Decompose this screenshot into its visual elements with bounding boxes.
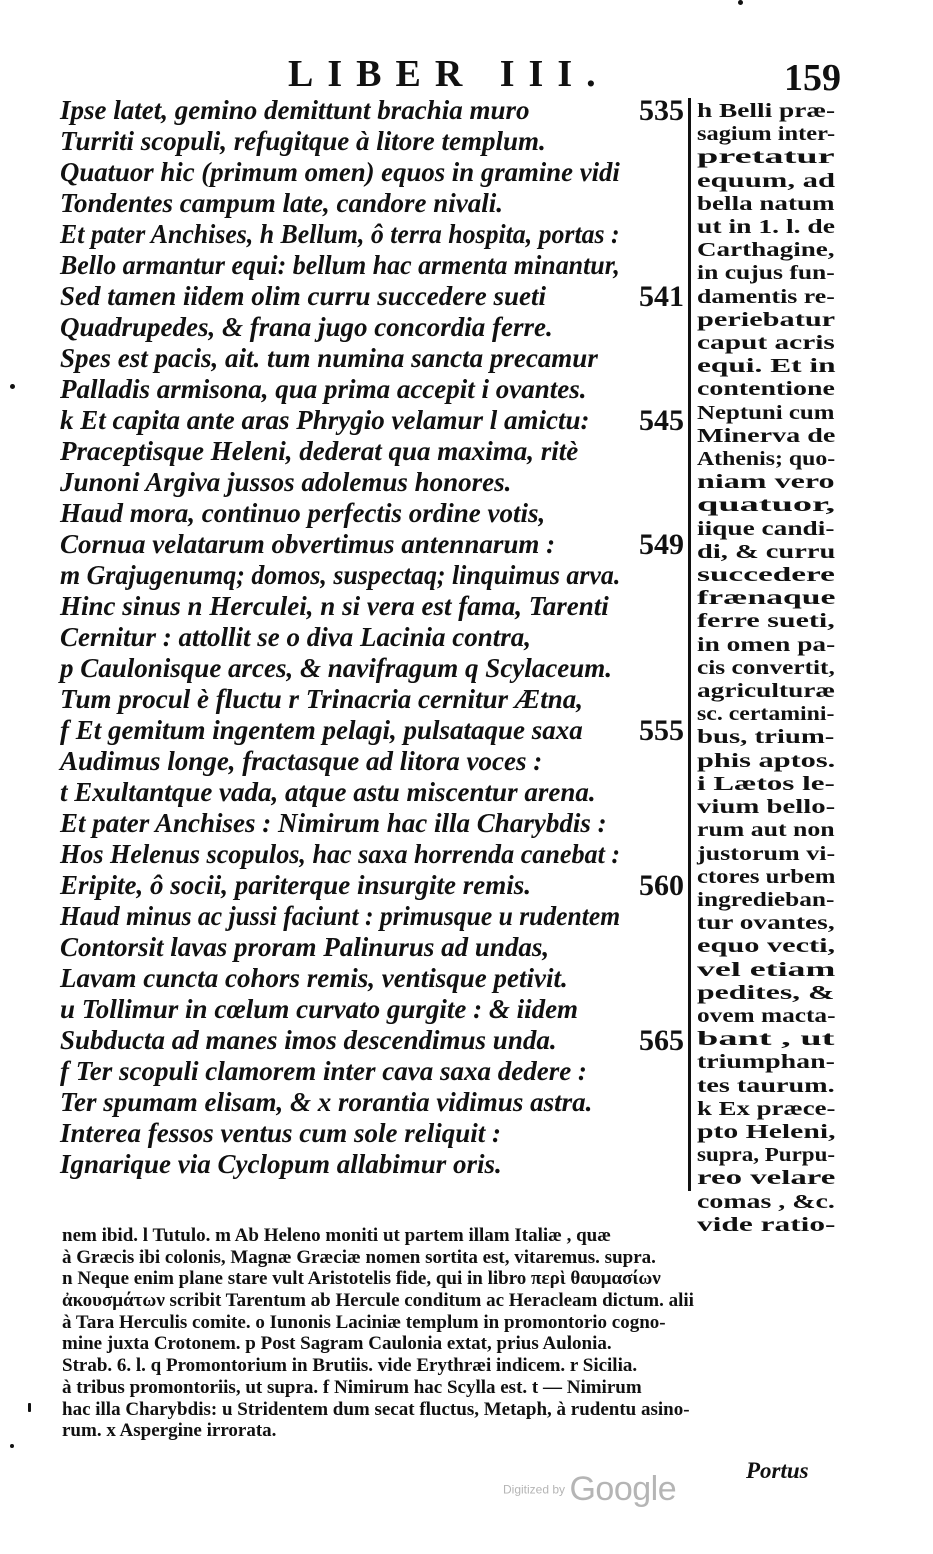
margin-note-line: quatuor, xyxy=(697,494,836,517)
margin-note-line: ut in 1. l. de xyxy=(697,216,836,239)
margin-note-line: bus, trium- xyxy=(697,726,835,749)
margin-note-line: vide ratio- xyxy=(697,1213,836,1236)
verse-text: f Ter scopuli clamorem inter cava saxa dedere : xyxy=(60,1056,587,1086)
margin-note-line: in cujus fun- xyxy=(697,262,835,285)
footnote-line: Strab. 6. l. q Promontorium in Brutiis. vide Erythræi indicem. r Sicilia. xyxy=(62,1355,638,1377)
verse-line xyxy=(60,684,688,715)
footnotes xyxy=(62,1225,830,1442)
google-logo: Google xyxy=(569,1470,677,1508)
verse-line xyxy=(60,994,688,1025)
verse-line xyxy=(60,932,688,963)
verse-text: Tum procul è fluctu r Trinacria cernitur Ætna, xyxy=(60,684,584,714)
verse-text: Tondentes campum late, candore nivali. xyxy=(60,188,504,218)
verse-text: Bello armantur equi: bellum hac armenta minantur, xyxy=(60,250,620,280)
verse-line xyxy=(60,1118,688,1149)
verse-line xyxy=(60,95,688,126)
margin-note-line: ctores urbem xyxy=(697,865,836,888)
verse-line xyxy=(60,560,688,591)
margin-note-line: periebatur xyxy=(697,308,836,331)
margin-note-line: agriculturæ xyxy=(697,680,836,703)
verse-text: Ignarique via Cyclopum allabimur oris. xyxy=(60,1149,502,1179)
verse-text: Spes est pacis, ait. tum numina sancta precamur xyxy=(60,343,598,373)
footnote-line: à Tara Herculis comite. o Iunonis Laciniæ templum in promontorio cogno- xyxy=(62,1311,666,1333)
verse-line xyxy=(60,467,688,498)
page-number: 159 xyxy=(784,57,841,99)
verse-text: p Caulonisque arces, & navifragum q Scylaceum. xyxy=(60,653,613,683)
margin-note-line: tur ovantes, xyxy=(697,912,835,935)
verse-text: Cornua velatarum obvertimus antennarum : xyxy=(60,529,556,559)
verse-text: Haud mora, continuo perfectis ordine votis, xyxy=(60,498,546,528)
verse-text: Contorsit lavas proram Palinurus ad undas, xyxy=(60,932,550,962)
verse-text: Et pater Anchises : Nimirum hac illa Charybdis : xyxy=(60,808,607,838)
line-number: 565 xyxy=(639,1024,684,1057)
verse-line xyxy=(60,498,688,529)
verse-text: Hinc sinus n Herculei, n si vera est fama, Tarenti xyxy=(60,591,609,621)
verse-line xyxy=(60,870,688,901)
verse-line xyxy=(60,1149,688,1180)
margin-note-line: phis aptos. xyxy=(697,749,836,772)
verse-text: Et pater Anchises, h Bellum, ô terra hospita, portas : xyxy=(60,219,620,249)
footnote-line: mine juxta Crotonem. p Post Sagram Caulonia extat, prius Aulonia. xyxy=(62,1333,612,1355)
ink-speck xyxy=(28,1403,31,1412)
running-title: LIBER III. xyxy=(288,53,610,95)
verse-text: Interea fessos ventus cum sole reliquit : xyxy=(60,1118,502,1148)
verse-text: t Exultantque vada, atque astu miscentur arena. xyxy=(60,777,596,807)
margin-note-line: h Belli præ- xyxy=(697,100,836,122)
margin-note-line: bant , ut xyxy=(697,1028,835,1051)
verse-text: Quatuor hic (primum omen) equos in gramine vidi xyxy=(60,157,620,187)
line-number: 535 xyxy=(639,94,684,127)
verse-text: Palladis armisona, qua prima accepit i ovantes. xyxy=(60,374,587,404)
margin-note-line: cis convertit, xyxy=(697,656,835,679)
margin-note-line: caput acris xyxy=(697,332,835,355)
verse-line xyxy=(60,1025,688,1056)
verse-line xyxy=(60,126,688,157)
margin-note-line: vium bello- xyxy=(697,796,836,819)
footnote-line: nem ibid. l Tutulo. m Ab Heleno moniti ut partem illam Italiæ , quæ xyxy=(62,1225,611,1246)
verse-line xyxy=(60,622,688,653)
verse-text: Praceptisque Heleni, dederat qua maxima, ritè xyxy=(60,436,579,466)
margin-note-line: ingredieban- xyxy=(697,888,835,911)
margin-notes xyxy=(697,100,837,1237)
line-number: 549 xyxy=(639,528,684,561)
footnote-line: ἀκουσμάτων scribit Tarentum ab Hercule conditum ac Heracleam dictum. alii xyxy=(62,1290,694,1312)
verse-line xyxy=(60,219,688,250)
footnote-line: à Græcis ibi colonis, Magnæ Græciæ nomen sortita est, vitaremus. supra. xyxy=(62,1246,656,1268)
margin-note-line: tes taurum. xyxy=(697,1074,835,1097)
verse-block xyxy=(60,95,688,1180)
margin-note-line: equi. Et in xyxy=(697,355,836,378)
verse-line xyxy=(60,963,688,994)
line-number: 555 xyxy=(639,714,684,747)
page-header xyxy=(0,52,933,99)
margin-note-line: pedites, & xyxy=(697,981,835,1004)
footnote-line: n Neque enim plane stare vult Aristotelis fide, qui in libro περὶ θαυμασίων xyxy=(62,1268,661,1290)
verse-line xyxy=(60,653,688,684)
margin-note-line: succedere xyxy=(697,564,835,587)
verse-text: m Grajugenumq; domos, suspectaq; linquimus arva. xyxy=(60,560,621,590)
margin-note-line: Carthagine, xyxy=(697,239,835,262)
footnote-line: rum. x Aspergine irrorata. xyxy=(62,1420,277,1442)
verse-line xyxy=(60,1087,688,1118)
margin-note-line: triumphan- xyxy=(697,1051,835,1074)
ink-speck xyxy=(10,384,15,389)
verse-line xyxy=(60,374,688,405)
margin-note-line: equo vecti, xyxy=(697,935,836,958)
margin-note-line: ovem macta- xyxy=(697,1004,836,1027)
verse-text: Cernitur : attollit se o diva Lacinia contra, xyxy=(60,622,532,652)
verse-line xyxy=(60,591,688,622)
margin-note-line: Minerva de xyxy=(697,424,836,447)
verse-text: u Tollimur in cœlum curvato gurgite : & iidem xyxy=(60,994,579,1024)
verse-text: f Et gemitum ingentem pelagi, pulsataque saxa xyxy=(60,715,583,745)
verse-text: Ipse latet, gemino demittunt brachia muro xyxy=(60,95,530,125)
margin-note-line: iique candi- xyxy=(697,517,835,540)
line-number: 541 xyxy=(639,280,684,313)
verse-line xyxy=(60,405,688,436)
digitized-by-google-watermark xyxy=(503,1470,676,1509)
margin-note-line: damentis re- xyxy=(697,285,835,308)
verse-text: Junoni Argiva jussos adolemus honores. xyxy=(60,467,512,497)
verse-text: Hos Helenus scopulos, hac saxa horrenda canebat : xyxy=(60,839,621,869)
margin-note-line: equum, ad xyxy=(697,169,836,192)
verse-text: Sed tamen iidem olim curru succedere sueti xyxy=(60,281,546,311)
verse-text: Lavam cuncta cohors remis, ventisque petivit. xyxy=(60,963,568,993)
margin-note-line: sagium inter- xyxy=(697,123,836,146)
margin-note-line: pto Heleni, xyxy=(697,1120,836,1143)
margin-note-line: justorum vi- xyxy=(697,842,836,865)
margin-note-line: sc. certamini- xyxy=(697,703,835,726)
column-divider xyxy=(688,98,691,1191)
margin-note-line: k Ex præce- xyxy=(697,1097,836,1120)
margin-note-line: comas , &c. xyxy=(697,1190,835,1213)
verse-line xyxy=(60,188,688,219)
verse-text: Subducta ad manes imos descendimus unda. xyxy=(60,1025,557,1055)
ink-speck xyxy=(738,0,743,5)
verse-text: Audimus longe, fractasque ad litora voces : xyxy=(60,746,543,776)
verse-line xyxy=(60,157,688,188)
verse-line xyxy=(60,777,688,808)
verse-line xyxy=(60,808,688,839)
verse-line xyxy=(60,281,688,312)
verse-text: Haud minus ac jussi faciunt : primusque u rudentem xyxy=(60,901,621,931)
ink-speck xyxy=(10,1444,14,1448)
margin-note-line: niam vero xyxy=(697,471,835,494)
verse-text: Eripite, ô socii, pariterque insurgite remis. xyxy=(60,870,532,900)
margin-note-line: in omen pa- xyxy=(697,633,836,656)
margin-note-line: rum aut non xyxy=(697,819,835,842)
margin-note-line: bella natum xyxy=(697,192,835,215)
margin-note-line: i Lætos le- xyxy=(697,772,835,795)
verse-text: Ter spumam elisam, & x rorantia vidimus astra. xyxy=(60,1087,593,1117)
verse-line xyxy=(60,250,688,281)
margin-note-line: reo velare xyxy=(697,1167,836,1190)
margin-note-line: frænaque xyxy=(697,587,836,610)
catchword: Portus xyxy=(746,1458,809,1483)
margin-note-line: ferre sueti, xyxy=(697,610,835,633)
verse-text: Quadrupedes, & frana jugo concordia ferre. xyxy=(60,312,553,342)
verse-line xyxy=(60,1056,688,1087)
verse-line xyxy=(60,529,688,560)
verse-line xyxy=(60,436,688,467)
footnote-line: hac illa Charybdis: u Stridentem dum secat fluctus, Metaph, à rudentu asino- xyxy=(62,1398,690,1420)
verse-line xyxy=(60,715,688,746)
margin-note-line: vel etiam xyxy=(697,958,836,981)
verse-line xyxy=(60,343,688,374)
verse-line xyxy=(60,839,688,870)
verse-text: Turriti scopuli, refugitque à litore templum. xyxy=(60,126,546,156)
line-number: 560 xyxy=(639,869,684,902)
verse-line xyxy=(60,312,688,343)
verse-text: k Et capita ante aras Phrygio velamur l amictu: xyxy=(60,405,590,435)
margin-note-line: contentione xyxy=(697,378,835,401)
margin-note-line: pretatur xyxy=(697,146,835,169)
watermark-caption: Digitized by xyxy=(503,1482,566,1497)
footnote-line: à tribus promontoriis, ut supra. f Nimirum hac Scylla est. t — Nimirum xyxy=(62,1376,642,1398)
margin-note-line: Neptuni cum xyxy=(697,401,835,424)
line-number: 545 xyxy=(639,404,684,437)
verse-line xyxy=(60,901,688,932)
margin-note-line: di, & curru xyxy=(697,540,836,563)
verse-line xyxy=(60,746,688,777)
margin-note-line: supra, Purpu- xyxy=(697,1144,836,1167)
margin-note-line: Athenis; quo- xyxy=(697,448,836,471)
